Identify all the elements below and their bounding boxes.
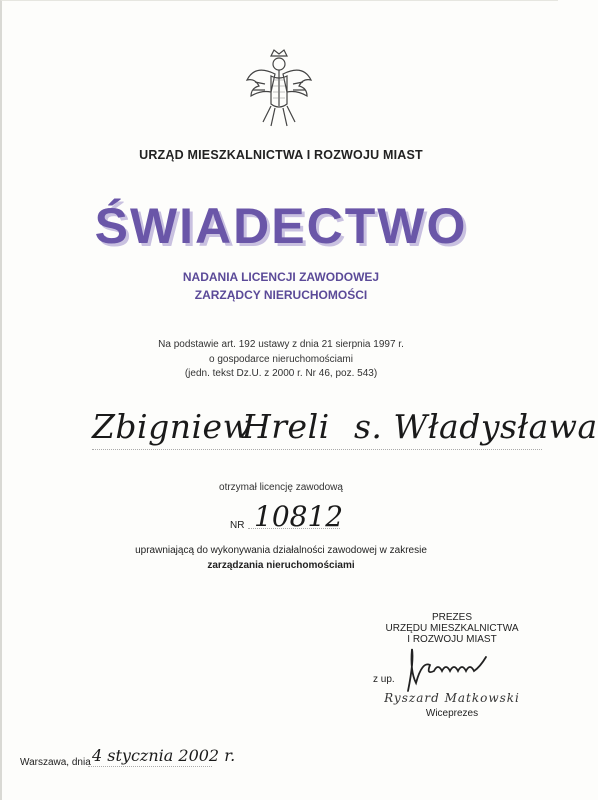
- holder-father-name: s. Władysława: [354, 407, 598, 446]
- eagle-emblem-icon: [241, 46, 317, 134]
- license-number-underline: [248, 528, 340, 529]
- holder-name: [92, 407, 598, 451]
- legal-basis-line-1: Na podstawie art. 192 ustawy z dnia 21 sierpnia 1997 r.: [158, 339, 404, 350]
- name-underline: [92, 449, 542, 450]
- subtitle-line-1: NADANIA LICENCJI ZAWODOWEJ: [182, 270, 380, 284]
- signatory-name-stamp: Ryszard Matkowski: [384, 691, 520, 705]
- legal-basis-line-2: o gospodarce nieruchomościami: [209, 354, 353, 365]
- issue-date: 4 stycznia 2002 r.: [92, 746, 236, 765]
- signatory-title-line-1: PREZES: [431, 612, 472, 623]
- date-underline: [88, 766, 212, 767]
- issuing-office: URZĄD MIESZKALNICTWA I ROZWOJU MIAST: [139, 148, 423, 162]
- received-license-text: otrzymał licencję zawodową: [219, 482, 343, 493]
- signatory-title-line-3: I ROZWOJU MIAST: [407, 634, 497, 645]
- subtitle-line-2: ZARZĄDCY NIERUCHOMOŚCI: [194, 288, 368, 302]
- legal-basis-line-3: (jedn. tekst Dz.U. z 2000 r. Nr 46, poz. 543): [184, 368, 378, 379]
- signatory-title-line-2: URZĘDU MIESZKALNICTWA: [385, 623, 519, 634]
- scope-line-1: uprawniającą do wykonywania działalności zawodowej w zakresie: [135, 545, 427, 556]
- holder-last-name: Hreli: [242, 407, 330, 446]
- signatory-role: Wiceprezes: [425, 708, 479, 719]
- license-number: 10812: [254, 500, 344, 533]
- issue-place: Warszawa, dnia: [20, 757, 91, 768]
- certificate-title: ŚWIADECTWO: [94, 198, 468, 254]
- license-number-label: NR: [230, 520, 245, 531]
- scope-line-2: zarządzania nieruchomościami: [207, 560, 355, 571]
- on-behalf-label: z up.: [373, 674, 395, 685]
- holder-first-name: Zbigniew: [92, 407, 252, 446]
